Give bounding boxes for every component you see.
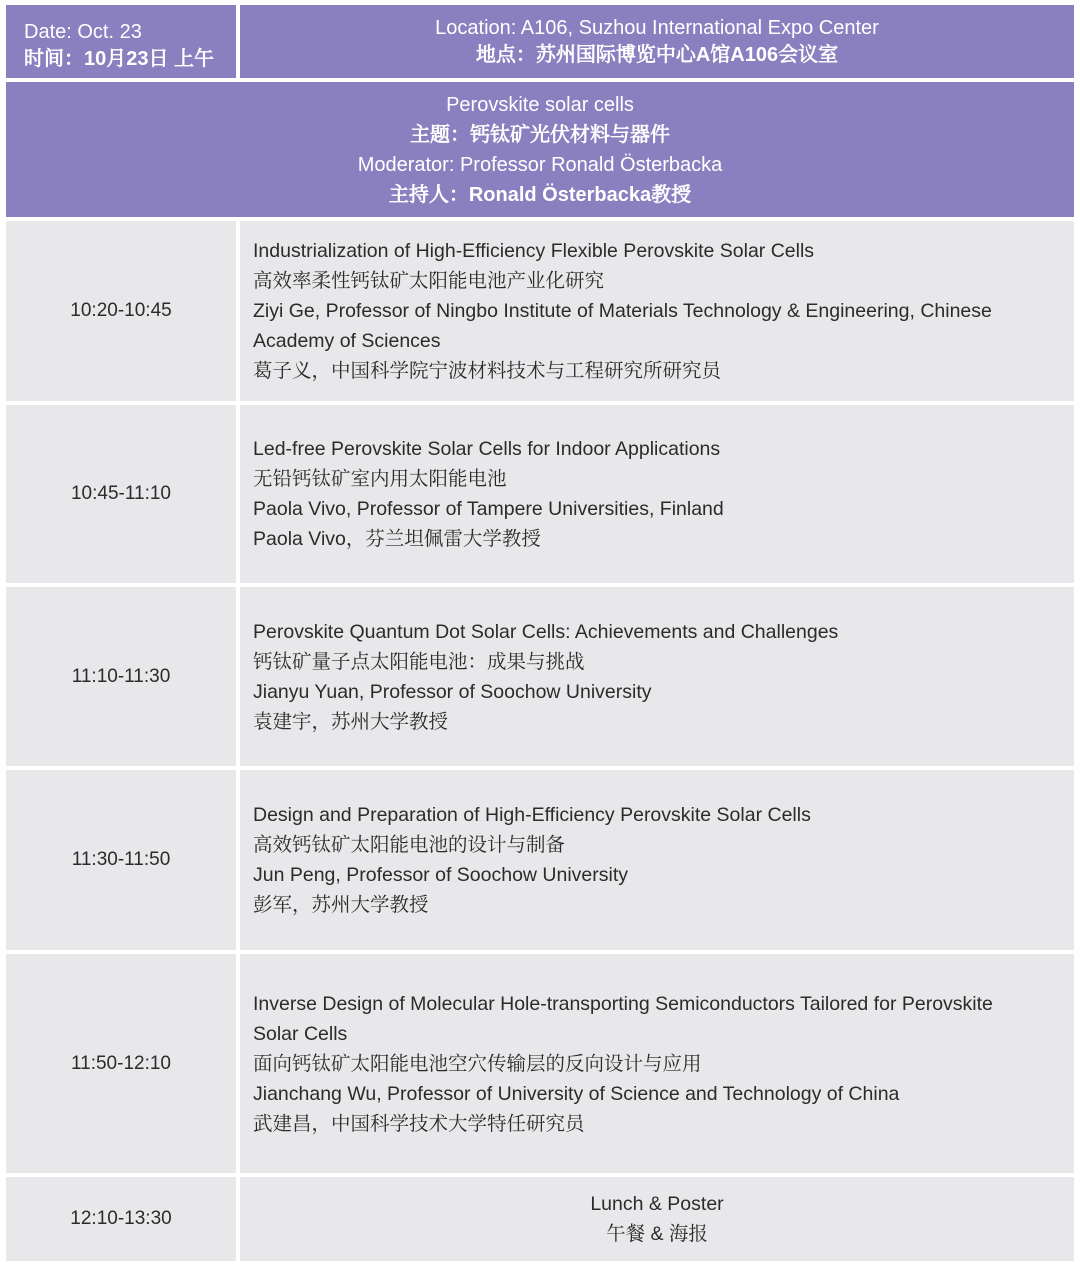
time-cell — [6, 954, 236, 1173]
date-cell — [6, 5, 236, 78]
moderator-en: Moderator: Professor Ronald Österbacka — [357, 153, 723, 176]
talk-time: 11:10-11:30 — [71, 665, 171, 687]
time-cell — [6, 770, 236, 950]
lunch-cell — [240, 1177, 1074, 1261]
talk-title-cn: 面向钙钛矿太阳能电池空穴传输层的反向设计与应用 — [253, 1052, 702, 1075]
talk-title-en: Led-free Perovskite Solar Cells for Indoor Applications — [253, 438, 721, 460]
talk-title-en: Inverse Design of Molecular Hole-transporting Semiconductors Tailored for Perovskite — [253, 992, 993, 1015]
date-cn: 时间：10月23日 上午 — [24, 48, 215, 70]
moderator-cn: 主持人：Ronald Österbacka教授 — [388, 183, 692, 206]
talk-title-cn: 钙钛矿量子点太阳能电池：成果与挑战 — [253, 650, 585, 673]
location-en: Location: A106, Suzhou International Expo Center — [435, 16, 879, 39]
lunch-time-cell — [6, 1177, 236, 1261]
talk-cell — [240, 587, 1074, 766]
speaker-cn: Paola Vivo，芬兰坦佩雷大学教授 — [253, 528, 541, 550]
speaker-en: Jianchang Wu, Professor of University of Science and Technology of China — [253, 1082, 900, 1105]
speaker-en-cont: Academy of Sciences — [253, 330, 441, 352]
session-header — [6, 82, 1074, 217]
speaker-cn: 葛子义，中国科学院宁波材料技术与工程研究所研究员 — [253, 360, 722, 382]
location-cn: 地点：苏州国际博览中心A馆A106会议室 — [475, 43, 839, 66]
speaker-cn: 彭军，苏州大学教授 — [253, 894, 429, 916]
topic-cn: 主题：钙钛矿光伏材料与器件 — [410, 123, 670, 146]
talk-time: 11:50-12:10 — [70, 1052, 171, 1074]
talk-title-en-cont: Solar Cells — [253, 1022, 348, 1045]
topic-en: Perovskite solar cells — [446, 93, 634, 116]
talk-title-cn: 高效钙钛矿太阳能电池的设计与制备 — [253, 834, 566, 856]
lunch-label-en: Lunch & Poster — [590, 1193, 724, 1215]
talk-title-en: Industrialization of High-Efficiency Flexible Perovskite Solar Cells — [253, 240, 815, 262]
talk-title-cn: 高效率柔性钙钛矿太阳能电池产业化研究 — [253, 270, 605, 292]
time-cell — [6, 587, 236, 766]
location-cell — [240, 5, 1074, 78]
time-cell — [6, 221, 236, 401]
time-cell — [6, 405, 236, 583]
date-en: Date: Oct. 23 — [24, 21, 142, 43]
talk-cell — [240, 954, 1074, 1173]
talk-title-en: Design and Preparation of High-Efficiency Perovskite Solar Cells — [253, 804, 811, 826]
talk-cell — [240, 770, 1074, 950]
lunch-time: 12:10-13:30 — [70, 1208, 172, 1229]
talk-time: 11:30-11:50 — [71, 849, 171, 870]
talk-cell — [240, 221, 1074, 401]
talk-title-cn: 无铅钙钛矿室内用太阳能电池 — [253, 468, 507, 490]
speaker-en: Ziyi Ge, Professor of Ningbo Institute of Materials Technology & Engineering, Chinese — [253, 300, 992, 322]
talk-time: 10:45-11:10 — [70, 483, 171, 504]
lunch-label-cn: 午餐 & 海报 — [606, 1223, 708, 1245]
speaker-en: Paola Vivo, Professor of Tampere Universities, Finland — [253, 498, 724, 520]
talk-time: 10:20-10:45 — [70, 300, 172, 321]
speaker-cn: 武建昌，中国科学技术大学特任研究员 — [253, 1112, 585, 1135]
talk-cell — [240, 405, 1074, 583]
speaker-cn: 袁建宇，苏州大学教授 — [253, 710, 449, 733]
speaker-en: Jun Peng, Professor of Soochow University — [253, 864, 629, 886]
speaker-en: Jianyu Yuan, Professor of Soochow University — [253, 680, 652, 703]
talk-title-en: Perovskite Quantum Dot Solar Cells: Achievements and Challenges — [253, 620, 839, 643]
